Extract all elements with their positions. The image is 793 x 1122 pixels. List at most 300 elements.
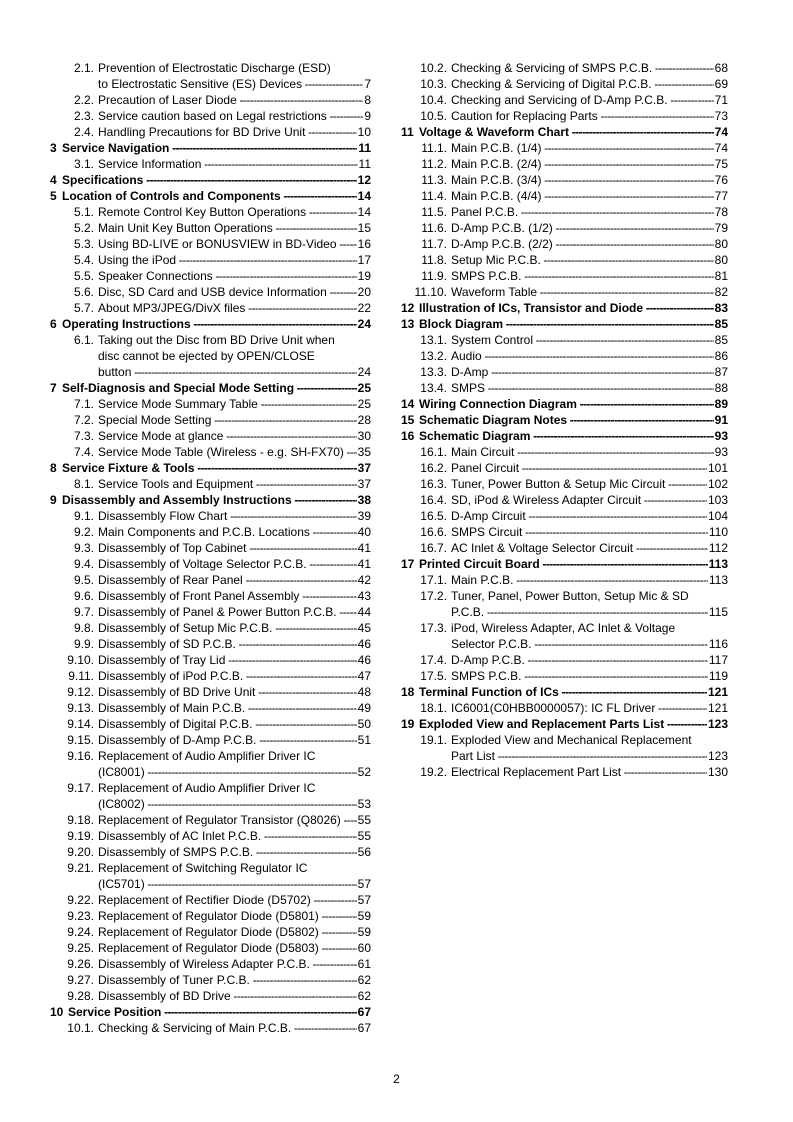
toc-subsection-entry[interactable] <box>50 844 371 860</box>
toc-entry-body <box>98 764 371 780</box>
toc-entry-page: 57 <box>357 877 371 891</box>
toc-subsection-entry[interactable] <box>401 572 728 588</box>
toc-entry-title: D-Amp P.C.B. ----- <box>451 652 708 668</box>
toc-entry-title: IC6001(C0HBB0000057): IC FL Driver ----- <box>451 700 707 716</box>
toc-entry-page: 19 <box>357 269 371 283</box>
toc-entry-number: 11.3. <box>421 173 447 187</box>
toc-entry-title: Disassembly of Panel & Power Button P.C.B. ----- <box>98 604 357 620</box>
toc-entry-body <box>451 348 728 364</box>
toc-subsection-entry[interactable] <box>50 972 371 988</box>
toc-entry-title: Using the iPod ----- <box>98 252 357 268</box>
toc-entry-page: 101 <box>707 461 728 475</box>
toc-entry-title: D-Amp P.C.B. (2/2) ----- <box>451 236 714 252</box>
toc-entry-body <box>98 604 371 620</box>
toc-subsection-entry[interactable] <box>50 268 371 284</box>
toc-entry-title: Replacement of Rectifier Diode (D5702) ----- <box>98 892 357 908</box>
toc-subsection-entry[interactable] <box>50 812 371 828</box>
toc-entry-body <box>98 60 371 76</box>
toc-entry-body <box>50 140 371 156</box>
toc-entry-body <box>451 668 728 684</box>
toc-entry-title: Terminal Function of ICs ----- <box>401 684 707 700</box>
toc-subsection-entry[interactable] <box>50 348 371 364</box>
toc-entry-page: 113 <box>708 557 728 571</box>
toc-entry-page: 7 <box>364 77 371 91</box>
toc-subsection-entry[interactable] <box>401 268 728 284</box>
toc-subsection-entry[interactable] <box>401 140 728 156</box>
toc-entry-page: 17 <box>357 253 371 267</box>
toc-entry-body <box>401 300 728 316</box>
toc-subsection-entry[interactable] <box>50 524 371 540</box>
toc-entry-title: Disassembly of BD Drive ----- <box>98 988 357 1004</box>
toc-subsection-entry[interactable] <box>50 860 371 876</box>
toc-subsection-entry[interactable] <box>401 508 728 524</box>
toc-subsection-entry[interactable] <box>401 252 728 268</box>
toc-entry-body <box>98 508 371 524</box>
toc-entry-body <box>98 540 371 556</box>
toc-entry-body <box>451 476 728 492</box>
toc-entry-body <box>98 860 371 876</box>
toc-entry-title: AC Inlet & Voltage Selector Circuit ----- <box>451 540 708 556</box>
toc-subsection-entry[interactable] <box>401 348 728 364</box>
toc-entry-title: Special Mode Setting ----- <box>98 412 357 428</box>
toc-entry-body <box>50 1004 371 1020</box>
toc-entry-title: SMPS P.C.B. ----- <box>451 668 708 684</box>
toc-entry-body <box>98 780 371 796</box>
toc-subsection-entry[interactable] <box>50 668 371 684</box>
toc-entry-body <box>451 524 728 540</box>
toc-entry-page: 22 <box>357 301 371 315</box>
toc-entry-title: Disassembly of BD Drive Unit ----- <box>98 684 357 700</box>
toc-entry-number: 7.4. <box>73 445 94 459</box>
toc-entry-body <box>451 220 728 236</box>
toc-entry-body <box>98 1020 371 1036</box>
toc-entry-title: Tuner, Panel, Power Button, Setup Mic & SD <box>451 589 689 603</box>
toc-entry-title: Service Mode Table (Wireless - e.g. SH-FX70) ----- <box>98 444 357 460</box>
toc-entry-title: iPod, Wireless Adapter, AC Inlet & Voltage <box>451 621 676 635</box>
toc-entry-page: 81 <box>714 269 728 283</box>
toc-subsection-entry[interactable] <box>50 684 371 700</box>
toc-entry-body <box>98 428 371 444</box>
toc-entry-body <box>451 332 728 348</box>
toc-entry-title: Disassembly and Assembly Instructions ----- <box>50 492 357 508</box>
toc-entry-page <box>692 732 693 748</box>
toc-entry-page: 38 <box>357 493 371 507</box>
toc-subsection-entry[interactable] <box>401 636 728 652</box>
toc-entry-number: 8.1. <box>73 477 94 491</box>
toc-entry-number: 16.1. <box>420 445 447 459</box>
toc-entry-body <box>98 732 371 748</box>
toc-subsection-entry[interactable] <box>50 748 371 764</box>
toc-subsection-entry[interactable] <box>50 204 371 220</box>
toc-entry-title: About MP3/JPEG/DivX files ----- <box>98 300 357 316</box>
toc-entry-body <box>98 892 371 908</box>
toc-subsection-entry[interactable] <box>401 220 728 236</box>
toc-entry-title: Disassembly of Setup Mic P.C.B. ----- <box>98 620 357 636</box>
toc-entry-body <box>98 204 371 220</box>
toc-entry-body <box>451 604 728 620</box>
toc-entry-title: Block Diagram ----- <box>401 316 714 332</box>
toc-section-entry[interactable]: 10 Service Position ----- 67 <box>50 1004 371 1020</box>
toc-subsection-entry[interactable] <box>50 908 371 924</box>
toc-subsection-entry[interactable] <box>50 220 371 236</box>
toc-subsection-entry[interactable] <box>50 124 371 140</box>
toc-subsection-entry[interactable] <box>50 444 371 460</box>
toc-entry-body <box>98 92 371 108</box>
toc-subsection-entry[interactable] <box>401 492 728 508</box>
toc-entry-title: Voltage & Waveform Chart ----- <box>401 124 714 140</box>
toc-entry-page: 130 <box>707 765 728 779</box>
toc-subsection-entry[interactable] <box>50 92 371 108</box>
toc-entry-title: Main Components and P.C.B. Locations ----- <box>98 524 357 540</box>
toc-section-entry[interactable]: 7 Self-Diagnosis and Special Mode Setting ----- 25 <box>50 380 371 396</box>
toc-entry-number: 2.2. <box>73 93 94 107</box>
toc-entry-body <box>98 828 371 844</box>
toc-entry-title: Main P.C.B. (4/4) ----- <box>451 188 714 204</box>
toc-section-entry[interactable]: 6 Operating Instructions ----- 24 <box>50 316 371 332</box>
toc-entry-page: 87 <box>714 365 728 379</box>
toc-entry-title: Waveform Table ----- <box>451 284 714 300</box>
toc-entry-body <box>451 92 728 108</box>
toc-entry-body <box>451 732 728 748</box>
toc-entry-title: Replacement of Regulator Diode (D5803) ----- <box>98 940 357 956</box>
toc-section-entry[interactable]: 14 Wiring Connection Diagram ----- 89 <box>401 396 728 412</box>
toc-subsection-entry[interactable] <box>401 668 728 684</box>
toc-entry-page: 57 <box>357 893 371 907</box>
toc-entry-title: Schematic Diagram Notes ----- <box>401 412 714 428</box>
toc-entry-number: 16.6. <box>420 525 447 539</box>
toc-entry-body <box>451 284 728 300</box>
toc-subsection-entry[interactable] <box>50 284 371 300</box>
toc-entry-page: 55 <box>357 829 371 843</box>
toc-subsection-entry[interactable] <box>50 652 371 668</box>
toc-subsection-entry[interactable] <box>50 780 371 796</box>
toc-subsection-entry[interactable] <box>50 620 371 636</box>
toc-entry-body <box>451 748 728 764</box>
toc-entry-body <box>98 556 371 572</box>
toc-subsection-entry[interactable] <box>50 236 371 252</box>
toc-entry-title: Main Circuit ----- <box>451 444 714 460</box>
toc-entry-body <box>98 524 371 540</box>
toc-subsection-entry[interactable] <box>401 76 728 92</box>
toc-subsection-entry[interactable] <box>50 508 371 524</box>
toc-subsection-entry[interactable] <box>50 572 371 588</box>
toc-entry-number: 10.3. <box>420 77 447 91</box>
toc-subsection-entry[interactable] <box>50 956 371 972</box>
toc-entry-number: 13.4. <box>420 381 447 395</box>
toc-entry-body <box>451 540 728 556</box>
toc-entry-page: 9 <box>364 109 371 123</box>
toc-subsection-entry[interactable] <box>50 924 371 940</box>
toc-entry-body <box>98 748 371 764</box>
toc-entry-title: Selector P.C.B. ----- <box>451 636 708 652</box>
toc-entry-body <box>98 588 371 604</box>
toc-entry-number: 11.4. <box>421 189 447 203</box>
toc-entry-page: 67 <box>357 1021 371 1035</box>
toc-entry-number: 9.9. <box>73 637 94 651</box>
toc-entry-body <box>451 620 728 636</box>
toc-subsection-entry[interactable] <box>50 700 371 716</box>
toc-entry-page: 82 <box>714 285 728 299</box>
toc-subsection-entry[interactable] <box>50 76 371 92</box>
toc-entry-body <box>98 956 371 972</box>
toc-entry-title: Service Fixture & Tools ----- <box>50 460 357 476</box>
toc-subsection-entry[interactable] <box>401 108 728 124</box>
toc-entry-title: Remote Control Key Button Operations ----- <box>98 204 357 220</box>
toc-entry-title: Using BD-LIVE or BONUSVIEW in BD-Video ----- <box>98 236 357 252</box>
toc-entry-number: 9.16. <box>67 749 94 763</box>
toc-entry-body <box>98 252 371 268</box>
toc-section-entry[interactable]: 11 Voltage & Waveform Chart ----- 74 <box>401 124 728 140</box>
toc-entry-number: 11.9. <box>421 269 447 283</box>
toc-entry-title: button ----- <box>98 364 357 380</box>
toc-subsection-entry[interactable] <box>401 460 728 476</box>
toc-entry-title: Disassembly of Top Cabinet ----- <box>98 540 357 556</box>
toc-entry-body <box>451 156 728 172</box>
toc-entry-page: 116 <box>708 637 728 651</box>
toc-subsection-entry[interactable] <box>401 764 728 780</box>
toc-entry-title: System Control ----- <box>451 332 714 348</box>
toc-subsection-entry[interactable] <box>50 764 371 780</box>
toc-entry-page: 37 <box>357 477 371 491</box>
toc-section-entry[interactable]: 15 Schematic Diagram Notes ----- 91 <box>401 412 728 428</box>
toc-entry-page <box>675 620 676 636</box>
toc-entry-number: 10.2. <box>420 61 447 75</box>
toc-entry-number: 16.4. <box>420 493 447 507</box>
toc-entry-page: 37 <box>357 461 371 475</box>
toc-entry-page <box>315 348 316 364</box>
toc-subsection-entry[interactable] <box>50 300 371 316</box>
toc-subsection-entry[interactable] <box>50 604 371 620</box>
toc-subsection-entry[interactable] <box>401 172 728 188</box>
toc-entry-title: Disassembly of Front Panel Assembly ----- <box>98 588 357 604</box>
toc-subsection-entry[interactable] <box>401 748 728 764</box>
toc-entry-title: Speaker Connections ----- <box>98 268 357 284</box>
toc-entry-title: Service Mode Summary Table ----- <box>98 396 357 412</box>
toc-entry-page: 10 <box>357 125 371 139</box>
toc-subsection-entry[interactable] <box>50 716 371 732</box>
toc-entry-body <box>451 492 728 508</box>
toc-subsection-entry[interactable] <box>50 156 371 172</box>
toc-entry-page: 53 <box>357 797 371 811</box>
toc-entry-page: 88 <box>714 381 728 395</box>
toc-entry-title: Checking and Servicing of D-Amp P.C.B. ----- <box>451 92 714 108</box>
toc-entry-number: 13.1. <box>420 333 447 347</box>
toc-section-entry[interactable]: 9 Disassembly and Assembly Instructions ----- 38 <box>50 492 371 508</box>
toc-entry-body <box>98 796 371 812</box>
toc-entry-title: Disassembly of Digital P.C.B. ----- <box>98 716 357 732</box>
toc-subsection-entry[interactable] <box>50 60 371 76</box>
toc-subsection-entry[interactable] <box>401 700 728 716</box>
toc-subsection-entry[interactable] <box>50 1020 371 1036</box>
toc-entry-number: 9.7. <box>73 605 94 619</box>
toc-entry-body <box>451 236 728 252</box>
toc-entry-page: 14 <box>357 205 371 219</box>
toc-entry-title: Replacement of Regulator Diode (D5802) ----- <box>98 924 357 940</box>
toc-entry-page: 119 <box>708 669 728 683</box>
toc-section-entry[interactable]: 3 Service Navigation ----- 11 <box>50 140 371 156</box>
toc-entry-title: Service Navigation ----- <box>50 140 357 156</box>
toc-entry-body <box>98 412 371 428</box>
toc-entry-page: 115 <box>708 605 728 619</box>
toc-entry-body <box>451 188 728 204</box>
toc-subsection-entry[interactable] <box>50 732 371 748</box>
toc-entry-page: 93 <box>714 429 728 443</box>
toc-section-entry[interactable]: 17 Printed Circuit Board ----- 113 <box>401 556 728 572</box>
toc-subsection-entry[interactable] <box>50 428 371 444</box>
toc-entry-body <box>98 268 371 284</box>
toc-subsection-entry[interactable] <box>50 332 371 348</box>
toc-entry-number: 7.2. <box>73 413 94 427</box>
toc-section-entry[interactable]: 12 Illustration of ICs, Transistor and Diode ----- 83 <box>401 300 728 316</box>
toc-subsection-entry[interactable] <box>401 444 728 460</box>
toc-subsection-entry[interactable] <box>401 652 728 668</box>
toc-entry-page: 40 <box>357 525 371 539</box>
toc-entry-number: 5.7. <box>73 301 94 315</box>
toc-section-entry[interactable]: 8 Service Fixture & Tools ----- 37 <box>50 460 371 476</box>
toc-entry-body <box>50 492 371 508</box>
toc-subsection-entry[interactable] <box>50 412 371 428</box>
toc-section-entry[interactable]: 19 Exploded View and Replacement Parts List ----- 123 <box>401 716 728 732</box>
toc-entry-number: 11.10. <box>414 285 447 299</box>
toc-entry-page: 8 <box>364 93 371 107</box>
toc-entry-page: 48 <box>357 685 371 699</box>
toc-entry-page: 61 <box>357 957 371 971</box>
toc-entry-body <box>98 652 371 668</box>
toc-subsection-entry[interactable] <box>50 364 371 380</box>
toc-entry-title: Service Position ----- <box>50 1004 357 1020</box>
toc-entry-page: 45 <box>357 621 371 635</box>
toc-subsection-entry[interactable] <box>401 604 728 620</box>
toc-subsection-entry[interactable] <box>50 540 371 556</box>
toc-entry-title: Main P.C.B. ----- <box>451 572 708 588</box>
toc-entry-number: 9.22. <box>67 893 94 907</box>
toc-entry-title: Tuner, Power Button & Setup Mic Circuit ----- <box>451 476 707 492</box>
toc-entry-title: Checking & Servicing of SMPS P.C.B. ----- <box>451 60 714 76</box>
toc-entry-number: 9.18. <box>67 813 94 827</box>
toc-entry-page: 60 <box>357 941 371 955</box>
toc-entry-number: 9.1. <box>73 509 94 523</box>
toc-entry-title: Illustration of ICs, Transistor and Diode ----- <box>401 300 714 316</box>
toc-section-entry[interactable]: 18 Terminal Function of ICs ----- 121 <box>401 684 728 700</box>
toc-entry-page: 20 <box>357 285 371 299</box>
toc-entry-body <box>98 76 371 92</box>
toc-section-entry[interactable]: 5 Location of Controls and Components ----- 14 <box>50 188 371 204</box>
toc-entry-title: Disc, SD Card and USB device Information ----- <box>98 284 357 300</box>
toc-subsection-entry[interactable] <box>401 540 728 556</box>
toc-entry-number: 3.1. <box>73 157 94 171</box>
toc-subsection-entry[interactable] <box>401 380 728 396</box>
toc-subsection-entry[interactable] <box>50 876 371 892</box>
toc-subsection-entry[interactable] <box>401 732 728 748</box>
toc-entry-body <box>401 684 728 700</box>
toc-subsection-entry[interactable] <box>50 108 371 124</box>
toc-entry-number: 9.8. <box>73 621 94 635</box>
toc-subsection-entry[interactable] <box>50 556 371 572</box>
toc-entry-number: 9.25. <box>67 941 94 955</box>
toc-section-entry[interactable]: 16 Schematic Diagram ----- 93 <box>401 428 728 444</box>
toc-entry-page: 16 <box>357 237 371 251</box>
toc-subsection-entry[interactable] <box>50 892 371 908</box>
toc-entry-title: (IC8001) ----- <box>98 764 357 780</box>
toc-entry-number: 11.5. <box>421 205 447 219</box>
toc-subsection-entry[interactable] <box>401 284 728 300</box>
toc-entry-page <box>331 60 332 76</box>
toc-subsection-entry[interactable] <box>50 636 371 652</box>
toc-subsection-entry[interactable] <box>401 588 728 604</box>
toc-entry-page: 51 <box>357 733 371 747</box>
toc-entry-number: 17.4. <box>420 653 447 667</box>
toc-entry-title: Disassembly of Wireless Adapter P.C.B. ----- <box>98 956 357 972</box>
toc-subsection-entry[interactable] <box>401 204 728 220</box>
toc-entry-title: Disassembly of AC Inlet P.C.B. ----- <box>98 828 357 844</box>
toc-entry-body <box>50 316 371 332</box>
toc-entry-page: 25 <box>357 397 371 411</box>
toc-entry-page: 46 <box>357 653 371 667</box>
toc-subsection-entry[interactable] <box>50 940 371 956</box>
toc-entry-body <box>451 444 728 460</box>
toc-entry-body <box>451 60 728 76</box>
toc-entry-number: 11.2. <box>421 157 447 171</box>
toc-subsection-entry[interactable] <box>50 252 371 268</box>
toc-entry-body <box>401 124 728 140</box>
toc-subsection-entry[interactable] <box>401 524 728 540</box>
toc-subsection-entry[interactable] <box>50 588 371 604</box>
toc-subsection-entry[interactable] <box>401 332 728 348</box>
toc-subsection-entry[interactable] <box>50 796 371 812</box>
toc-entry-number: 9.24. <box>67 925 94 939</box>
toc-entry-body <box>401 316 728 332</box>
toc-entry-title: Setup Mic P.C.B. ----- <box>451 252 714 268</box>
toc-entry-body <box>451 172 728 188</box>
toc-entry-body <box>98 124 371 140</box>
toc-subsection-entry[interactable] <box>401 476 728 492</box>
toc-entry-body <box>451 508 728 524</box>
toc-entry-title: Disassembly of D-Amp P.C.B. ----- <box>98 732 357 748</box>
toc-subsection-entry[interactable] <box>401 92 728 108</box>
toc-section-entry[interactable]: 4 Specifications ----- 12 <box>50 172 371 188</box>
toc-entry-page: 74 <box>714 125 728 139</box>
toc-subsection-entry[interactable] <box>401 364 728 380</box>
toc-subsection-entry[interactable] <box>50 396 371 412</box>
toc-entry-body <box>401 396 728 412</box>
toc-entry-body <box>98 156 371 172</box>
toc-entry-body <box>401 716 728 732</box>
toc-entry-number: 9.14. <box>67 717 94 731</box>
toc-subsection-entry[interactable] <box>401 620 728 636</box>
toc-subsection-entry[interactable] <box>401 60 728 76</box>
toc-subsection-entry[interactable] <box>401 156 728 172</box>
toc-entry-title: Handling Precautions for BD Drive Unit ----- <box>98 124 357 140</box>
toc-section-entry[interactable]: 13 Block Diagram ----- 85 <box>401 316 728 332</box>
toc-entry-page: 89 <box>714 397 728 411</box>
toc-subsection-entry[interactable] <box>401 236 728 252</box>
toc-entry-page: 55 <box>357 813 371 827</box>
toc-subsection-entry[interactable] <box>50 476 371 492</box>
toc-entry-title: Location of Controls and Components ----- <box>50 188 357 204</box>
toc-entry-title: Checking & Servicing of Main P.C.B. ----- <box>98 1020 357 1036</box>
toc-entry-page: 25 <box>357 381 371 395</box>
toc-subsection-entry[interactable] <box>50 828 371 844</box>
toc-entry-page: 79 <box>714 221 728 235</box>
toc-entry-number: 19.2. <box>420 765 447 779</box>
toc-entry-number: 9.28. <box>67 989 94 1003</box>
toc-entry-title: Replacement of Regulator Diode (D5801) ----- <box>98 908 357 924</box>
toc-entry-number: 9.13. <box>67 701 94 715</box>
toc-entry-title: Checking & Servicing of Digital P.C.B. ----- <box>451 76 714 92</box>
toc-entry-title: Panel P.C.B. ----- <box>451 204 714 220</box>
toc-subsection-entry[interactable] <box>50 988 371 1004</box>
toc-subsection-entry[interactable] <box>401 188 728 204</box>
